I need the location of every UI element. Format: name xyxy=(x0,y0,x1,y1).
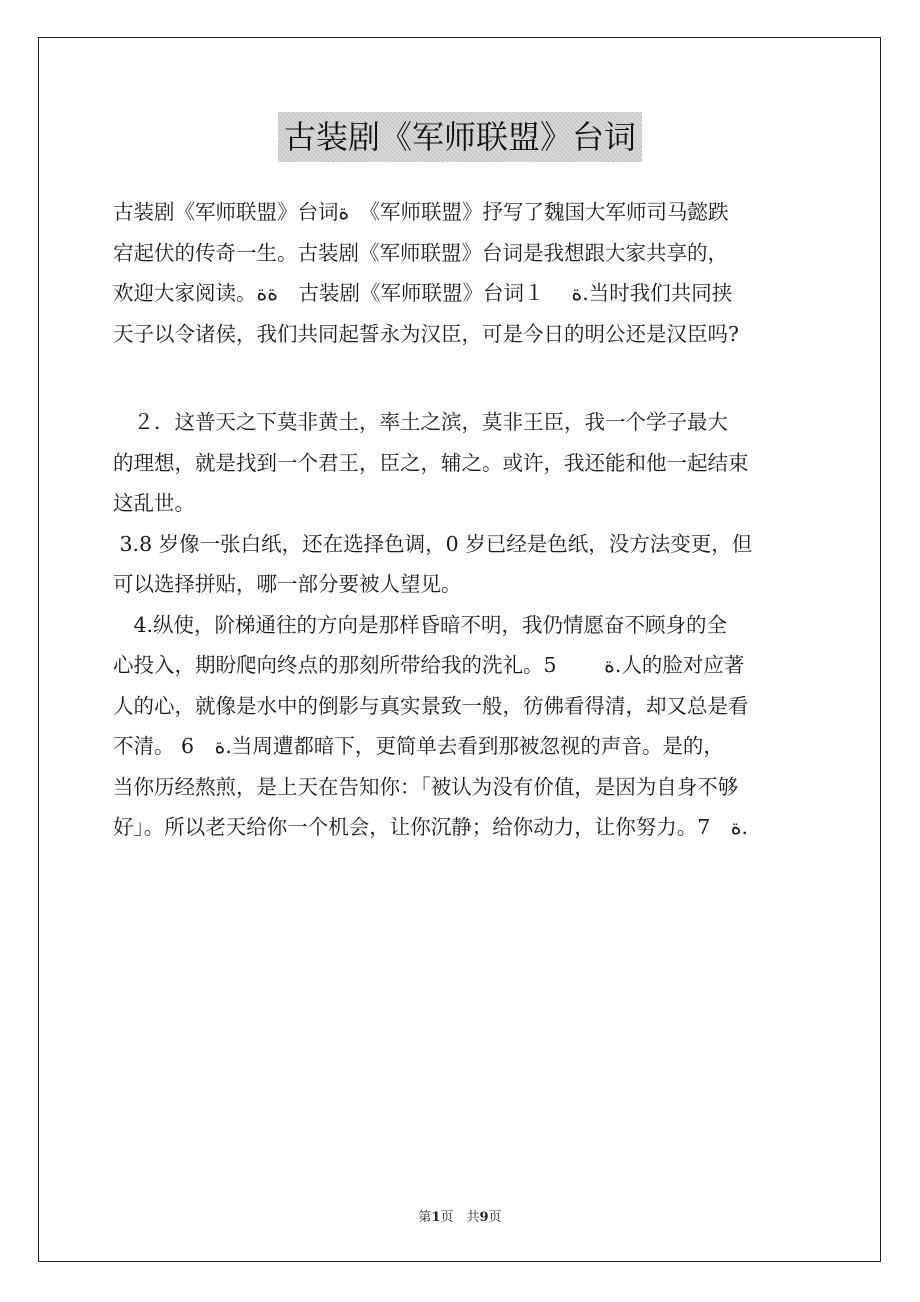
footer-page-label: 第 xyxy=(418,1210,432,1225)
footer-page-total: 9 xyxy=(479,1210,489,1225)
text-line: 这乱世。 xyxy=(113,491,195,515)
text-line: 人的心，就像是水中的倒影与真实景致一般，彷佛看得清，却又总是看 xyxy=(113,693,749,718)
paragraph-intro xyxy=(113,192,817,354)
text-line: 天子以令诸侯，我们共同起誓永为汉臣，可是今日的明公还是汉臣吗? xyxy=(113,321,739,346)
text-line: 心投入，期盼爬向终点的那刻所带给我的洗礼。5 ة.人的脸对应著 xyxy=(113,653,745,677)
text-line: 好」。所以老天给你一个机会，让你沉静；给你动力，让你努力。7 ة. xyxy=(113,815,749,839)
text-line: 的理想，就是找到一个君王，臣之，辅之。或许，我还能和他一起结束 xyxy=(113,450,749,475)
text-line: 不清。 6 ة.当周遭都暗下，更简单去看到那被忽视的声音。是的， xyxy=(113,734,724,758)
page-footer xyxy=(0,1206,920,1225)
paragraph-3 xyxy=(113,524,817,605)
paragraph-gap xyxy=(113,354,817,402)
text-line: 古装剧《军师联盟》台词ة 《军师联盟》抒写了魏国大军师司马懿跌 xyxy=(113,200,729,224)
footer-page-mid: 页 共 xyxy=(440,1210,480,1225)
text-line: 3.8 岁像一张白纸，还在选择色调，0 岁已经是色纸，没方法变更，但 xyxy=(113,531,753,556)
document-body xyxy=(113,192,817,848)
text-line: 当你历经熬煎，是上天在告知你：「被认为没有价值，是因为自身不够 xyxy=(113,774,739,799)
footer-page-number: 1 xyxy=(431,1210,441,1225)
text-line: ２．这普天之下莫非黄土，率土之滨，莫非王臣，我一个学子最大 xyxy=(113,410,728,434)
paragraph-2 xyxy=(113,402,817,524)
paragraph-4 xyxy=(113,605,817,848)
title-container xyxy=(0,112,920,162)
document-title: 古装剧《军师联盟》台词 xyxy=(278,112,642,162)
text-line: 可以选择拼贴，哪一部分要被人望见。 xyxy=(113,572,462,596)
text-line: 欢迎大家阅读。ةة 古装剧《军师联盟》台词１ ة.当时我们共同挟 xyxy=(113,281,733,305)
text-line: 4.纵使，阶梯通往的方向是那样昏暗不明，我仍情愿奋不顾身的全 xyxy=(113,612,728,637)
text-line: 宕起伏的传奇一生。古装剧《军师联盟》台词是我想跟大家共享的， xyxy=(113,240,728,265)
footer-page-end: 页 xyxy=(488,1210,502,1225)
